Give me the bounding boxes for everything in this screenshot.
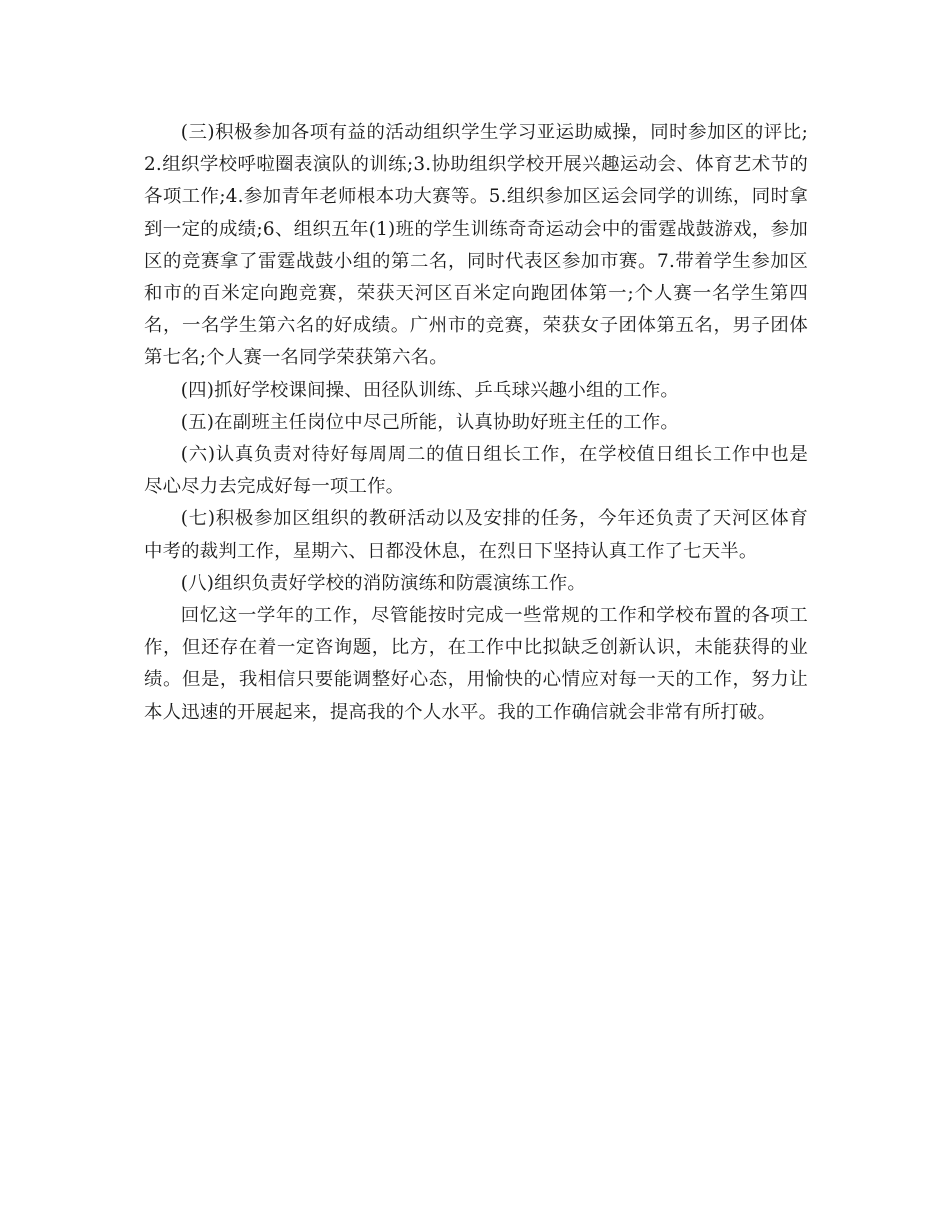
paragraph-summary: 回忆这一学年的工作，尽管能按时完成一些常规的工作和学校布置的各项工作，但还存在着一定咨询题，比方，在工作中比拟缺乏创新认识，未能获得的业绩。但是，我相信只要能调整好心态，用愉快的心情应对每一天的工作，努力让本人迅速的开展起来，提高我的个人水平。我的工作确信就会非常有所打破。 <box>144 605 808 723</box>
document-body <box>144 117 808 729</box>
paragraph-item-7-research: (七)积极参加区组织的教研活动以及安排的任务，今年还负责了天河区体育中考的裁判工作，星期六、日都没休息，在烈日下坚持认真工作了七天半。 <box>144 508 808 562</box>
paragraph-item-8-drills: (八)组织负责好学校的消防演练和防震演练工作。 <box>180 572 586 594</box>
paragraph-item-5-assistant-teacher: (五)在副班主任岗位中尽己所能，认真协助好班主任的工作。 <box>180 411 679 433</box>
paragraph-item-3-activities: (三)积极参加各项有益的活动组织学生学习亚运助威操，同时参加区的评比;2.组织学校呼啦圈表演队的训练;3.协助组织学校开展兴趣运动会、体育艺术节的各项工作;4.参加青年老师根本功大赛等。5.组织参加区运会同学的训练，同时拿到一定的成绩;6、组织五年(1)班的学生训练奇奇运动会中的雷霆战鼓游戏，参加区的竞赛拿了雷霆战鼓小组的第二名，同时代表区参加市赛。7.带着学生参加区和市的百米定向跑竞赛，荣获天河区百米定向跑团体第一;个人赛一名学生第四名，一名学生第六名的好成绩。广州市的竞赛，荣获女子团体第五名，男子团体第七名;个人赛一名同学荣获第六名。 <box>144 122 808 369</box>
paragraph-item-4-exercises: (四)抓好学校课间操、田径队训练、乒乓球兴趣小组的工作。 <box>180 379 679 401</box>
paragraph-item-6-duty-leader: (六)认真负责对待好每周周二的值日组长工作，在学校值日组长工作中也是尽心尽力去完成好每一项工作。 <box>144 444 808 498</box>
